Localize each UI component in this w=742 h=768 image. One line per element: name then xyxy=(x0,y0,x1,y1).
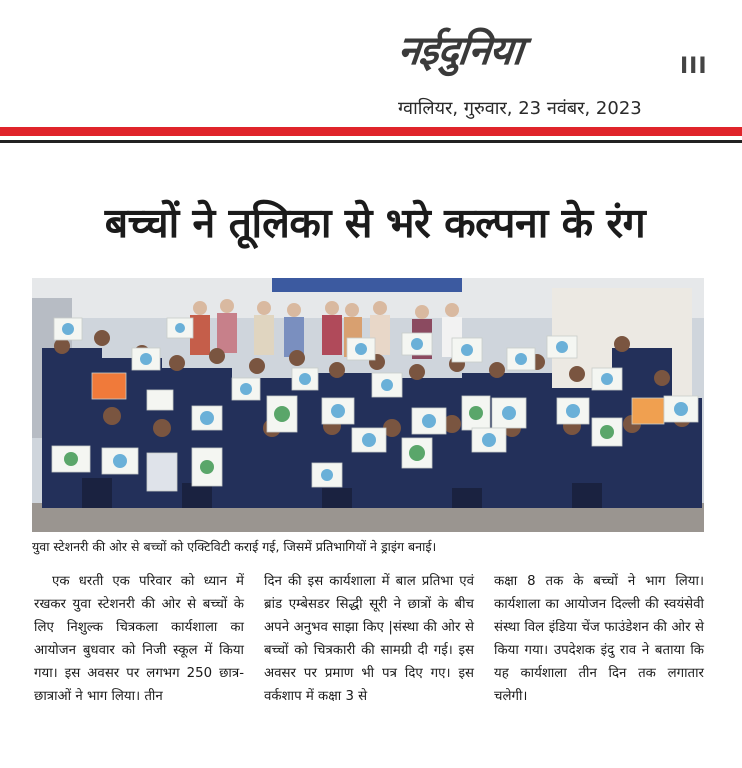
article-column-1: एक धरती एक परिवार को ध्यान में रखकर युवा स्टेशनरी की ओर से बच्चों के लिए निशुल्क चित्रकला कार्यशाला का आयोजन बुधवार को निजी स्कूल में किया गया। इस अवसर पर लगभग 250 छात्र-छात्राओं ने भाग लिया। तीन xyxy=(34,574,244,704)
dateline: ग्वालियर, गुरुवार, 23 नवंबर, 2023 xyxy=(398,98,642,119)
photo-children-with-drawings xyxy=(32,278,704,532)
newspaper-logo: नईदुनिया xyxy=(395,28,525,74)
masthead-dark-rule xyxy=(0,140,742,143)
masthead-red-rule xyxy=(0,127,742,136)
article-headline: बच्चों ने तूलिका से भरे कल्पना के रंग xyxy=(104,199,646,247)
masthead xyxy=(0,0,742,150)
article-photo xyxy=(32,278,704,532)
article-column-3: कक्षा 8 तक के बच्चों ने भाग लिया। कार्यशाला का आयोजन दिल्ली की स्वयंसेवी संस्था विल इंडिया चेंज फाउंडेशन की ओर से किया गया। उपदेशक इंदु राव ने बताया कि यह कार्यशाला तीन दिन तक लगातार चलेगी। xyxy=(494,574,704,704)
article-column-2: दिन की इस कार्यशाला में बाल प्रतिभा एवं ब्रांड एम्बेसडर सिद्धी सूरी ने छात्रों के बीच अपने अनुभव साझा किए |संस्था की ओर से बच्चों को चित्रकारी की सामग्री दी गई। इस अवसर पर प्रमाण भी पत्र दिए गए। इस वर्कशाप में कक्षा 3 से xyxy=(264,574,474,704)
photo-caption: युवा स्टेशनरी की ओर से बच्चों को एक्टिविटी कराई गई, जिसमें प्रतिभागियों ने ड्राइंग बनाई। xyxy=(32,539,437,554)
page-marker: III xyxy=(680,54,708,79)
